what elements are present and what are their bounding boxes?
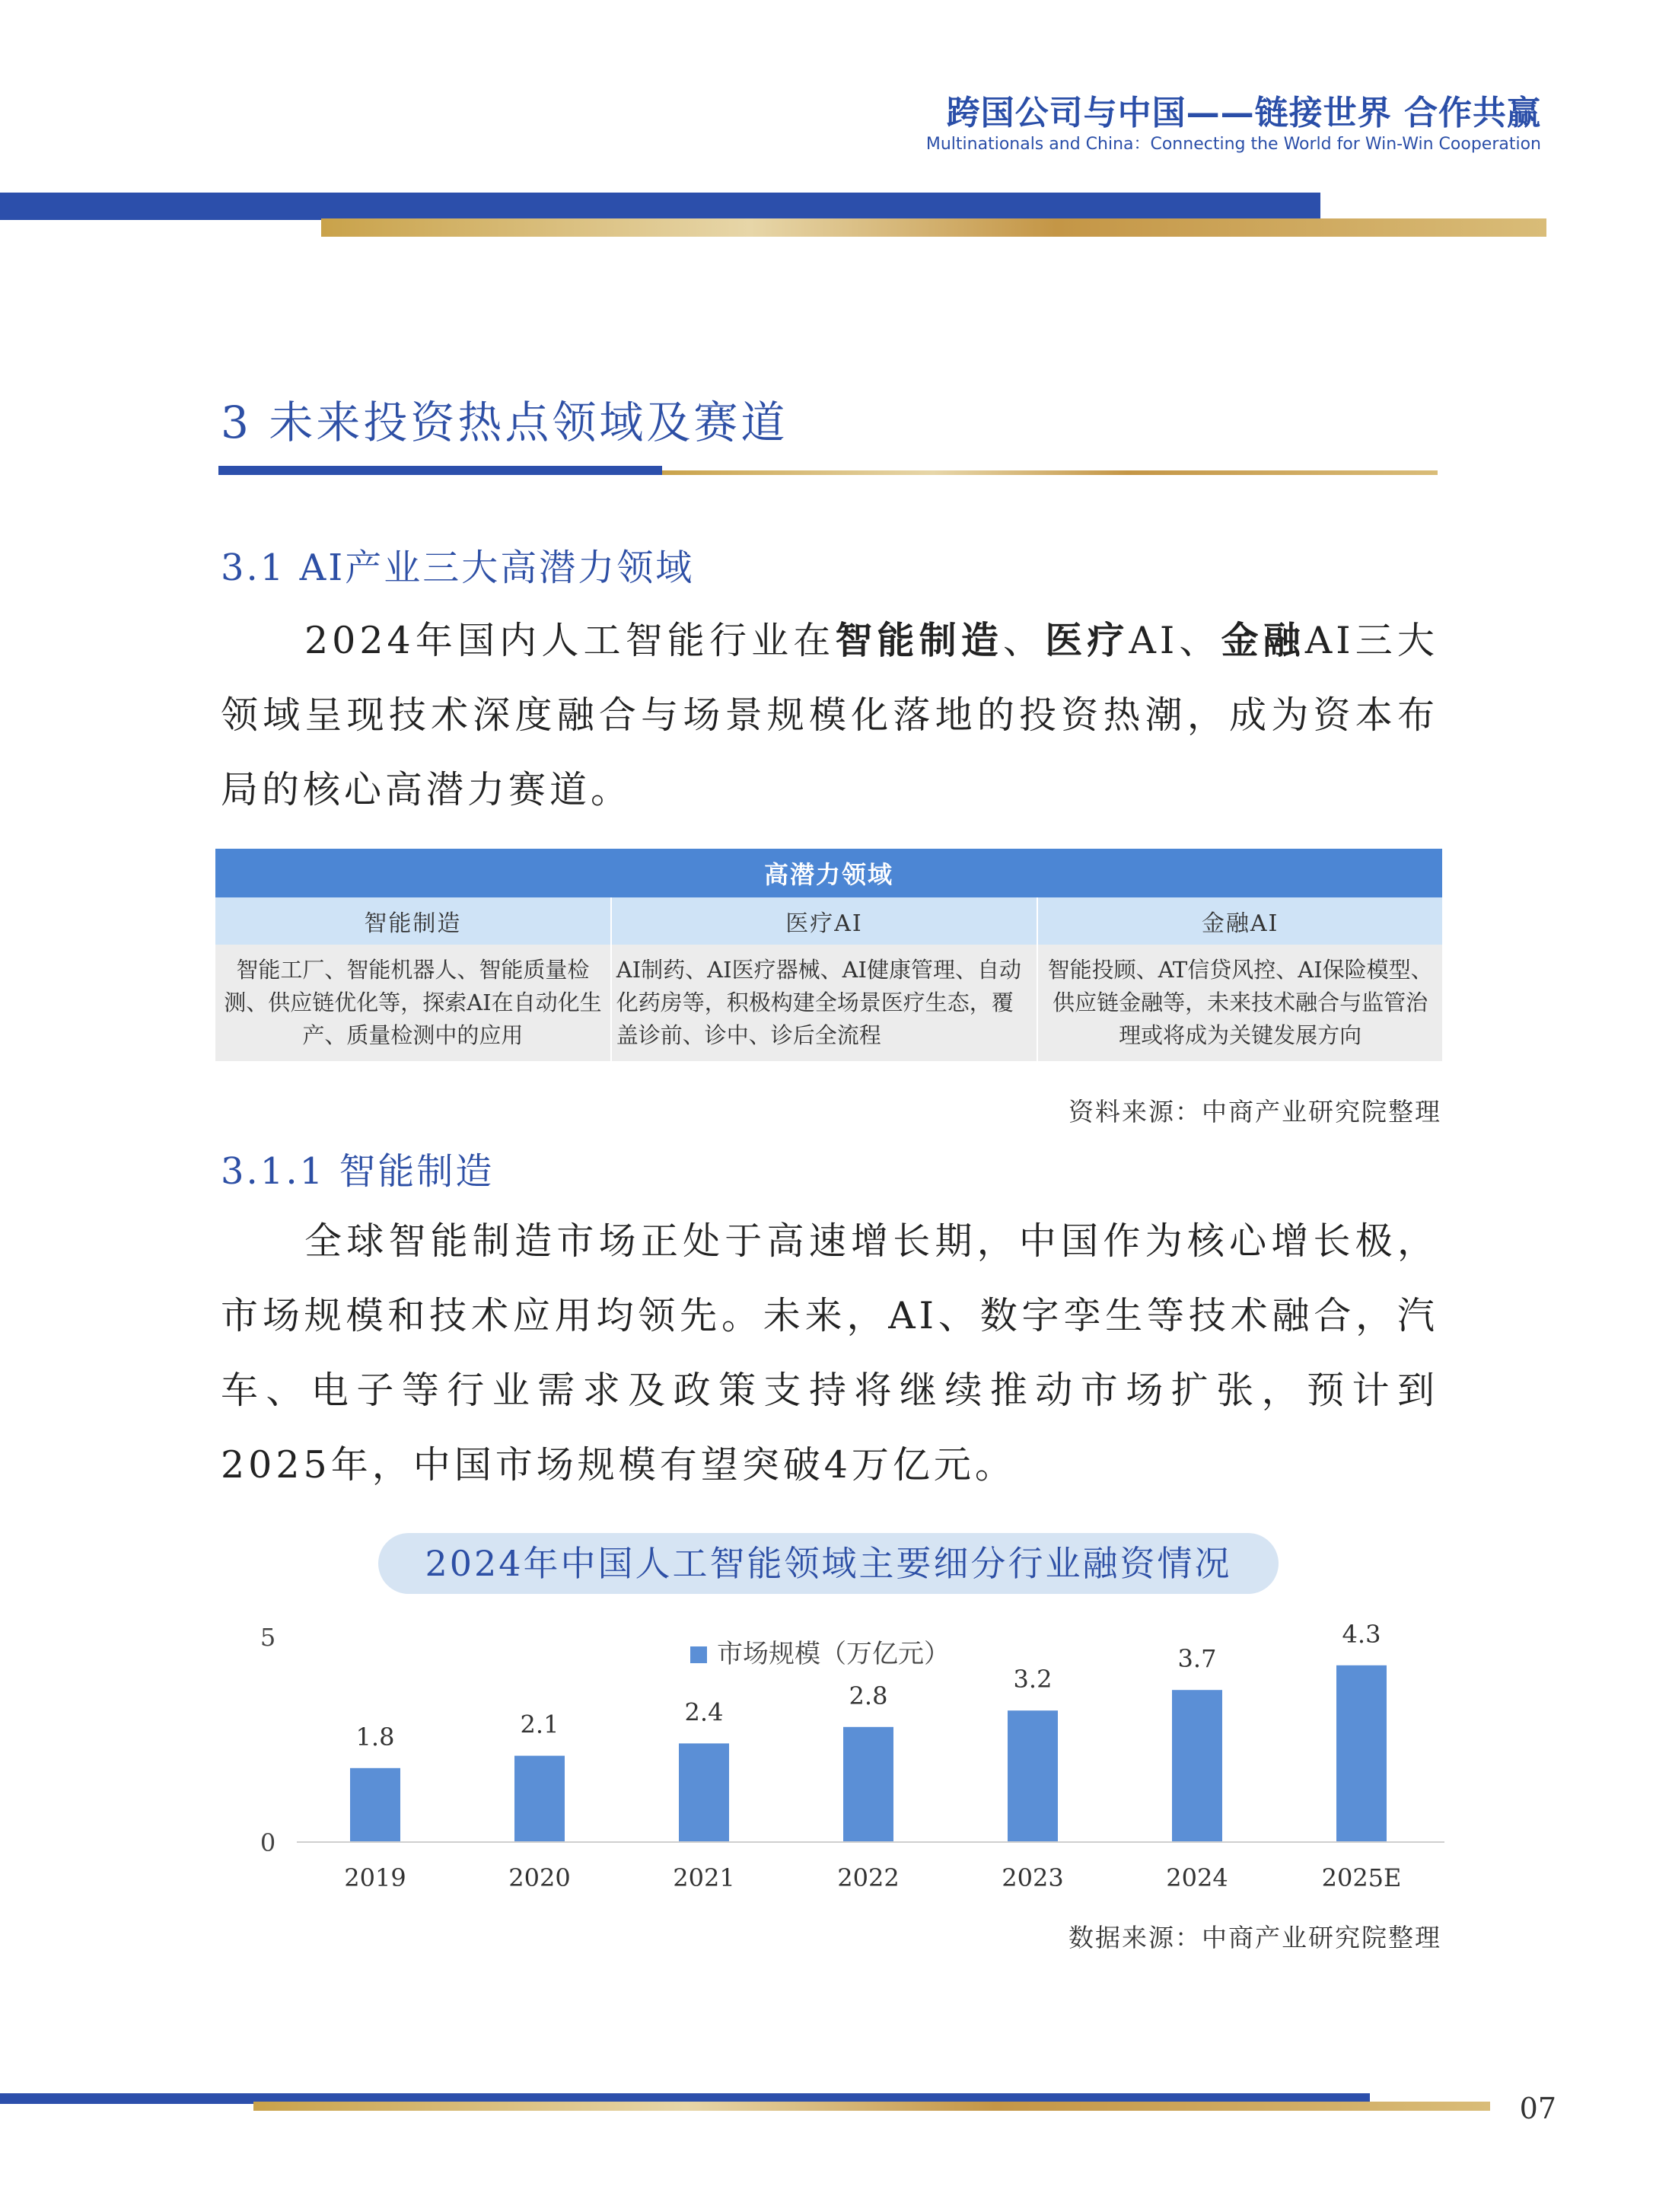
x-tick-label: 2025E (1321, 1863, 1402, 1892)
data-label: 3.2 (1013, 1665, 1053, 1694)
data-label: 2.8 (849, 1681, 888, 1710)
x-tick-label: 2024 (1166, 1863, 1228, 1892)
bar-2022 (843, 1727, 893, 1842)
para-separator: 、 (1178, 619, 1221, 662)
subsection-title-3-1-1: 3.1.1 智能制造 (221, 1150, 495, 1193)
y-tick-label: 0 (260, 1828, 276, 1857)
bar-2024 (1172, 1690, 1222, 1842)
section-underline-gold (662, 470, 1438, 475)
data-label: 2.1 (520, 1710, 559, 1739)
data-label: 1.8 (355, 1722, 395, 1751)
subsection-title-3-1: 3.1 AI产业三大高潜力领域 (221, 547, 695, 589)
chart-source: 数据来源：中商产业研究院整理 (1068, 1923, 1441, 1952)
bar-2023 (1008, 1710, 1058, 1842)
manufacturing-paragraph: 全球智能制造市场正处于高速增长期，中国作为核心增长极，市场规模和技术应用均领先。未来，AI、数字孪生等技术融合，汽车、电子等行业需求及政策支持将继续推动市场扩张，预计到2025年，中国市场规模有望突破4万亿元。 (221, 1219, 1438, 1487)
table-header-manufacturing: 智能制造 (215, 897, 611, 945)
para-bold-finance: 金融 (1221, 618, 1305, 662)
para-bold-medical: 医疗 (1045, 618, 1129, 662)
bar-2021 (679, 1743, 729, 1842)
header-blue-bar (0, 193, 1320, 220)
y-tick-label: 5 (260, 1623, 276, 1652)
high-potential-table (215, 849, 1442, 1061)
x-tick-label: 2019 (344, 1863, 406, 1892)
data-label: 3.7 (1177, 1644, 1217, 1674)
table-cell-finance: 智能投顾、AT信贷风控、AI保险模型、供应链金融等，未来技术融合与监管治理或将成为关键发展方向 (1037, 945, 1442, 1061)
header-title: 跨国公司与中国——链接世界 合作共赢 (946, 94, 1541, 132)
x-tick-label: 2021 (673, 1863, 735, 1892)
section-title: 3 未来投资热点领域及赛道 (221, 397, 788, 448)
legend-label: 市场规模（万亿元） (717, 1639, 950, 1669)
table-title: 高潜力领域 (215, 849, 1442, 897)
chart-caption: 2024年中国人工智能领域主要细分行业融资情况 (378, 1533, 1279, 1594)
bar-2025E (1336, 1665, 1387, 1842)
data-label: 4.3 (1342, 1619, 1381, 1649)
page-number: 07 (1519, 2092, 1556, 2125)
footer-gold-bar (253, 2102, 1490, 2111)
table-header-finance: 金融AI (1037, 897, 1442, 945)
data-label: 2.4 (684, 1697, 724, 1727)
market-size-bar-chart (0, 1598, 1672, 1903)
bar-2019 (350, 1768, 400, 1842)
para-separator: 、 (1003, 619, 1046, 662)
para-text: 2024年国内人工智能行业在 (304, 619, 836, 662)
x-tick-label: 2023 (1002, 1863, 1064, 1892)
section-underline-blue (218, 466, 662, 475)
para-bold-manufacturing: 智能制造 (835, 618, 1004, 662)
table-cell-manufacturing: 智能工厂、智能机器人、智能质量检测、供应链优化等，探索AI在自动化生产、质量检测中的应用 (215, 945, 611, 1061)
intro-paragraph (221, 603, 1438, 827)
bar-2020 (514, 1756, 565, 1842)
x-tick-label: 2022 (837, 1863, 900, 1892)
header-gold-bar (321, 218, 1546, 237)
table-source: 资料来源：中商产业研究院整理 (1068, 1097, 1441, 1127)
x-tick-label: 2020 (508, 1863, 571, 1892)
table-header-medical: 医疗AI (611, 897, 1038, 945)
legend-swatch (690, 1646, 707, 1663)
para-text-ai: AI (1129, 619, 1179, 662)
header-subtitle: Multinationals and China：Connecting the World for Win-Win Cooperation (925, 135, 1541, 154)
chart-legend (690, 1639, 950, 1669)
para-text: AI三大领域呈现技术深度融合与场景规模化落地的投资热潮，成为资本布局的核心高潜力赛道。 (221, 619, 1438, 811)
table-cell-medical: AI制药、AI医疗器械、AI健康管理、自动化药房等，积极构建全场景医疗生态，覆盖诊前、诊中、诊后全流程 (611, 945, 1038, 1061)
